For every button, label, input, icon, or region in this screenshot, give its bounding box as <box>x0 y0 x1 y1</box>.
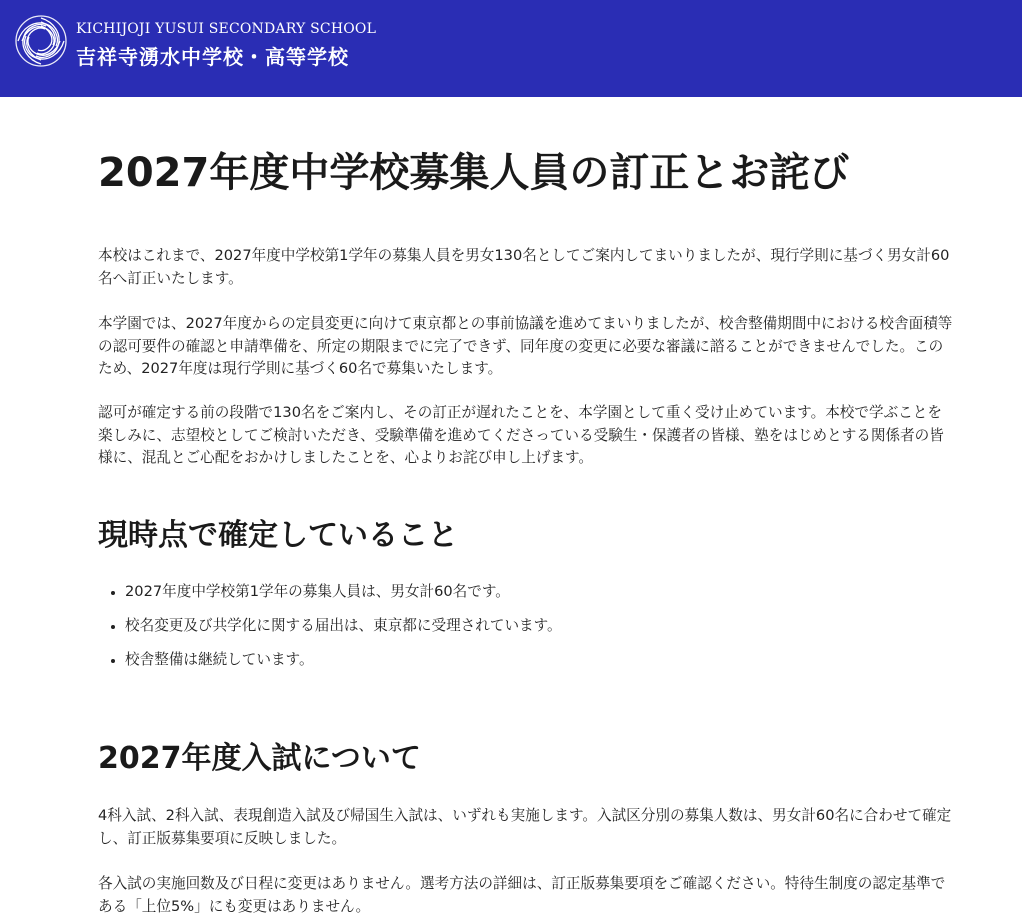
intro-paragraph-1-block <box>98 245 956 290</box>
section-confirmed <box>98 516 956 556</box>
section-heading-exam: 2027年度入試について <box>98 741 421 776</box>
list-item: • 校名変更及び共学化に関する届出は、東京都に受理されています。 <box>125 615 956 637</box>
exam-paragraph-1-block <box>98 805 956 850</box>
section-heading-confirmed: 現時点で確定していること <box>98 518 458 553</box>
list-item: • 2027年度中学校第1学年の募集人員は、男女計60名です。 <box>125 581 956 603</box>
school-logo-link[interactable] <box>14 14 377 72</box>
intro-paragraph-3-block <box>98 402 956 470</box>
school-name-japanese: 吉祥寺湧水中学校・高等学校 <box>76 45 349 69</box>
intro-paragraph-1: 本校はこれまで、2027年度中学校第1学年の募集人員を男女130名としてご案内してまいりましたが、現行学則に基づく男女計60名へ訂正いたします。 <box>98 247 950 287</box>
intro-paragraph-2: 本学園では、2027年度からの定員変更に向けて東京都との事前協議を進めてまいりましたが、校舎整備期間中における校舎面積等の認可要件の確認と申請準備を、所定の期限までに完了できず、同年度の変更に必要な審議に諮ることができませんでした。このため、2027年度は現行学則に基づく60名で募集いたします。 <box>98 315 953 377</box>
intro-paragraph-2-block <box>98 313 956 381</box>
site-header <box>0 0 1022 97</box>
school-name-english: KICHIJOJI YUSUI SECONDARY SCHOOL <box>76 21 377 37</box>
exam-paragraph-1: 4科入試、2科入試、表現創造入試及び帰国生入試は、いずれも実施します。入試区分別の募集人数は、男女計60名に合わせて確定し、訂正版募集要項に反映しました。 <box>98 807 952 847</box>
list-item: • 校舎整備は継続しています。 <box>125 649 956 671</box>
section-exam <box>98 739 956 779</box>
page-title: 2027年度中学校募集人員の訂正とお詫び <box>98 150 850 196</box>
exam-paragraph-2-block <box>98 873 956 918</box>
intro-paragraph-3: 認可が確定する前の段階で130名をご案内し、その訂正が遅れたことを、本学園として重く受け止めています。本校で学ぶことを楽しみに、志望校としてご検討いただき、受験準備を進めてくださっている受験生・保護者の皆様、塾をはじめとする関係者の皆様に、混乱とご心配をおかけしましたことを、心よりお詫び申し上げます。 <box>98 404 944 466</box>
confirmed-list <box>98 581 956 671</box>
exam-paragraph-2: 各入試の実施回数及び日程に変更はありません。選考方法の詳細は、訂正版募集要項をご確認ください。特待生制度の認定基準である「上位5%」にも変更はありません。 <box>98 875 946 915</box>
swirl-emblem-icon <box>14 14 68 68</box>
confirmed-list-block <box>98 581 956 683</box>
